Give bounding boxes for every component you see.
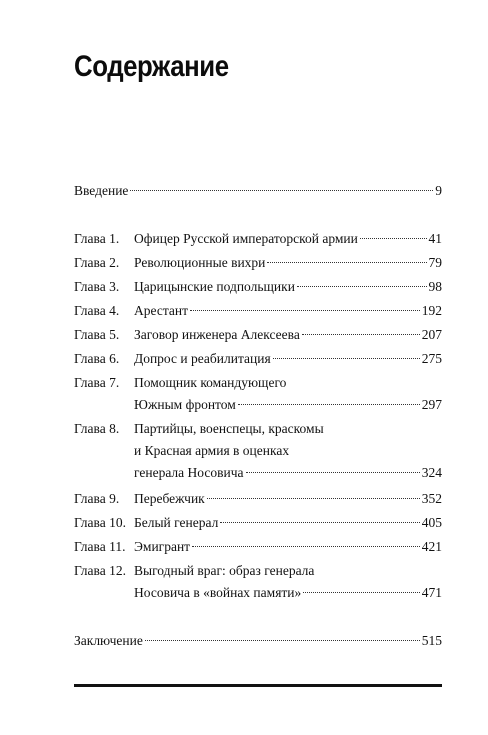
dot-leader	[360, 238, 427, 239]
chapter-title: Эмигрант	[134, 539, 191, 554]
dot-leader	[246, 472, 420, 473]
toc-entry-chapter-8	[74, 418, 442, 484]
dot-leader	[267, 262, 426, 263]
page-number: 41	[428, 231, 442, 246]
chapter-number: Глава 8.	[74, 421, 120, 436]
dot-leader	[303, 592, 419, 593]
toc-entry-chapter-7	[74, 372, 442, 416]
page-number: 9	[435, 183, 442, 198]
page-number: 352	[421, 491, 442, 506]
chapter-number: Глава 1.	[74, 231, 120, 246]
toc-entry-chapter-2	[74, 252, 442, 274]
toc-entry-chapter-5	[74, 324, 442, 346]
dot-leader	[297, 286, 427, 287]
page-title: Содержание	[74, 50, 229, 83]
toc-entry-chapter-11	[74, 536, 442, 558]
chapter-title-line: Партийцы, военспецы, краскомы	[134, 421, 324, 436]
page-number: 324	[421, 465, 442, 480]
dot-leader	[302, 334, 420, 335]
chapter-title-line: Выгодный враг: образ генерала	[134, 563, 315, 578]
chapter-number: Глава 10.	[74, 515, 126, 530]
chapter-number: Глава 4.	[74, 303, 120, 318]
toc-entry-chapter-10	[74, 512, 442, 534]
toc-entry-chapter-9	[74, 488, 442, 510]
toc-entry-chapter-1	[74, 228, 442, 250]
dot-leader	[273, 358, 420, 359]
chapter-number: Глава 5.	[74, 327, 120, 342]
toc-entry-chapter-12	[74, 560, 442, 604]
page-number: 207	[421, 327, 442, 342]
page-number: 421	[421, 539, 442, 554]
chapter-title-line: Южным фронтом	[134, 397, 236, 412]
dot-leader	[207, 498, 420, 499]
chapter-title-line: Помощник командующего	[134, 375, 287, 390]
chapter-title: Допрос и реабилитация	[134, 351, 271, 366]
chapter-title: Арестант	[134, 303, 188, 318]
chapter-number: Глава 11.	[74, 539, 126, 554]
toc-entry-chapter-6	[74, 348, 442, 370]
chapter-title: Перебежчик	[134, 491, 205, 506]
chapter-number: Глава 12.	[74, 563, 126, 578]
chapter-number: Глава 2.	[74, 255, 120, 270]
chapter-number: Глава 6.	[74, 351, 120, 366]
dot-leader	[220, 522, 419, 523]
toc-entry-chapter-3	[74, 276, 442, 298]
intro-label: Введение	[74, 183, 129, 198]
chapter-number: Глава 9.	[74, 491, 120, 506]
page-number: 297	[421, 397, 442, 412]
chapter-title: Революционные вихри	[134, 255, 266, 270]
dot-leader	[192, 546, 420, 547]
toc-entry-conclusion	[74, 630, 442, 652]
page-number: 79	[428, 255, 442, 270]
page-number: 275	[421, 351, 442, 366]
chapter-number: Глава 3.	[74, 279, 120, 294]
page-number: 98	[428, 279, 442, 294]
chapter-title: Заговор инженера Алексеева	[134, 327, 300, 342]
chapter-title: Царицынские подпольщики	[134, 279, 295, 294]
dot-leader	[238, 404, 420, 405]
chapter-title-line: Носовича в «войнах памяти»	[134, 585, 302, 600]
table-of-contents	[74, 180, 442, 652]
chapter-title-line: и Красная армия в оценках	[134, 443, 290, 458]
chapter-title: Офицер Русской императорской армии	[134, 231, 358, 246]
conclusion-label: Заключение	[74, 633, 143, 648]
page-number: 471	[421, 585, 442, 600]
chapter-title-line: генерала Носовича	[134, 465, 244, 480]
dot-leader	[190, 310, 420, 311]
toc-entry-chapter-4	[74, 300, 442, 322]
page-number: 515	[421, 633, 442, 648]
chapter-number: Глава 7.	[74, 375, 120, 390]
dot-leader	[130, 190, 433, 191]
bottom-rule	[74, 684, 442, 687]
chapter-title: Белый генерал	[134, 515, 219, 530]
dot-leader	[145, 640, 420, 641]
toc-entry-intro	[74, 180, 442, 202]
page-number: 405	[421, 515, 442, 530]
page-number: 192	[421, 303, 442, 318]
